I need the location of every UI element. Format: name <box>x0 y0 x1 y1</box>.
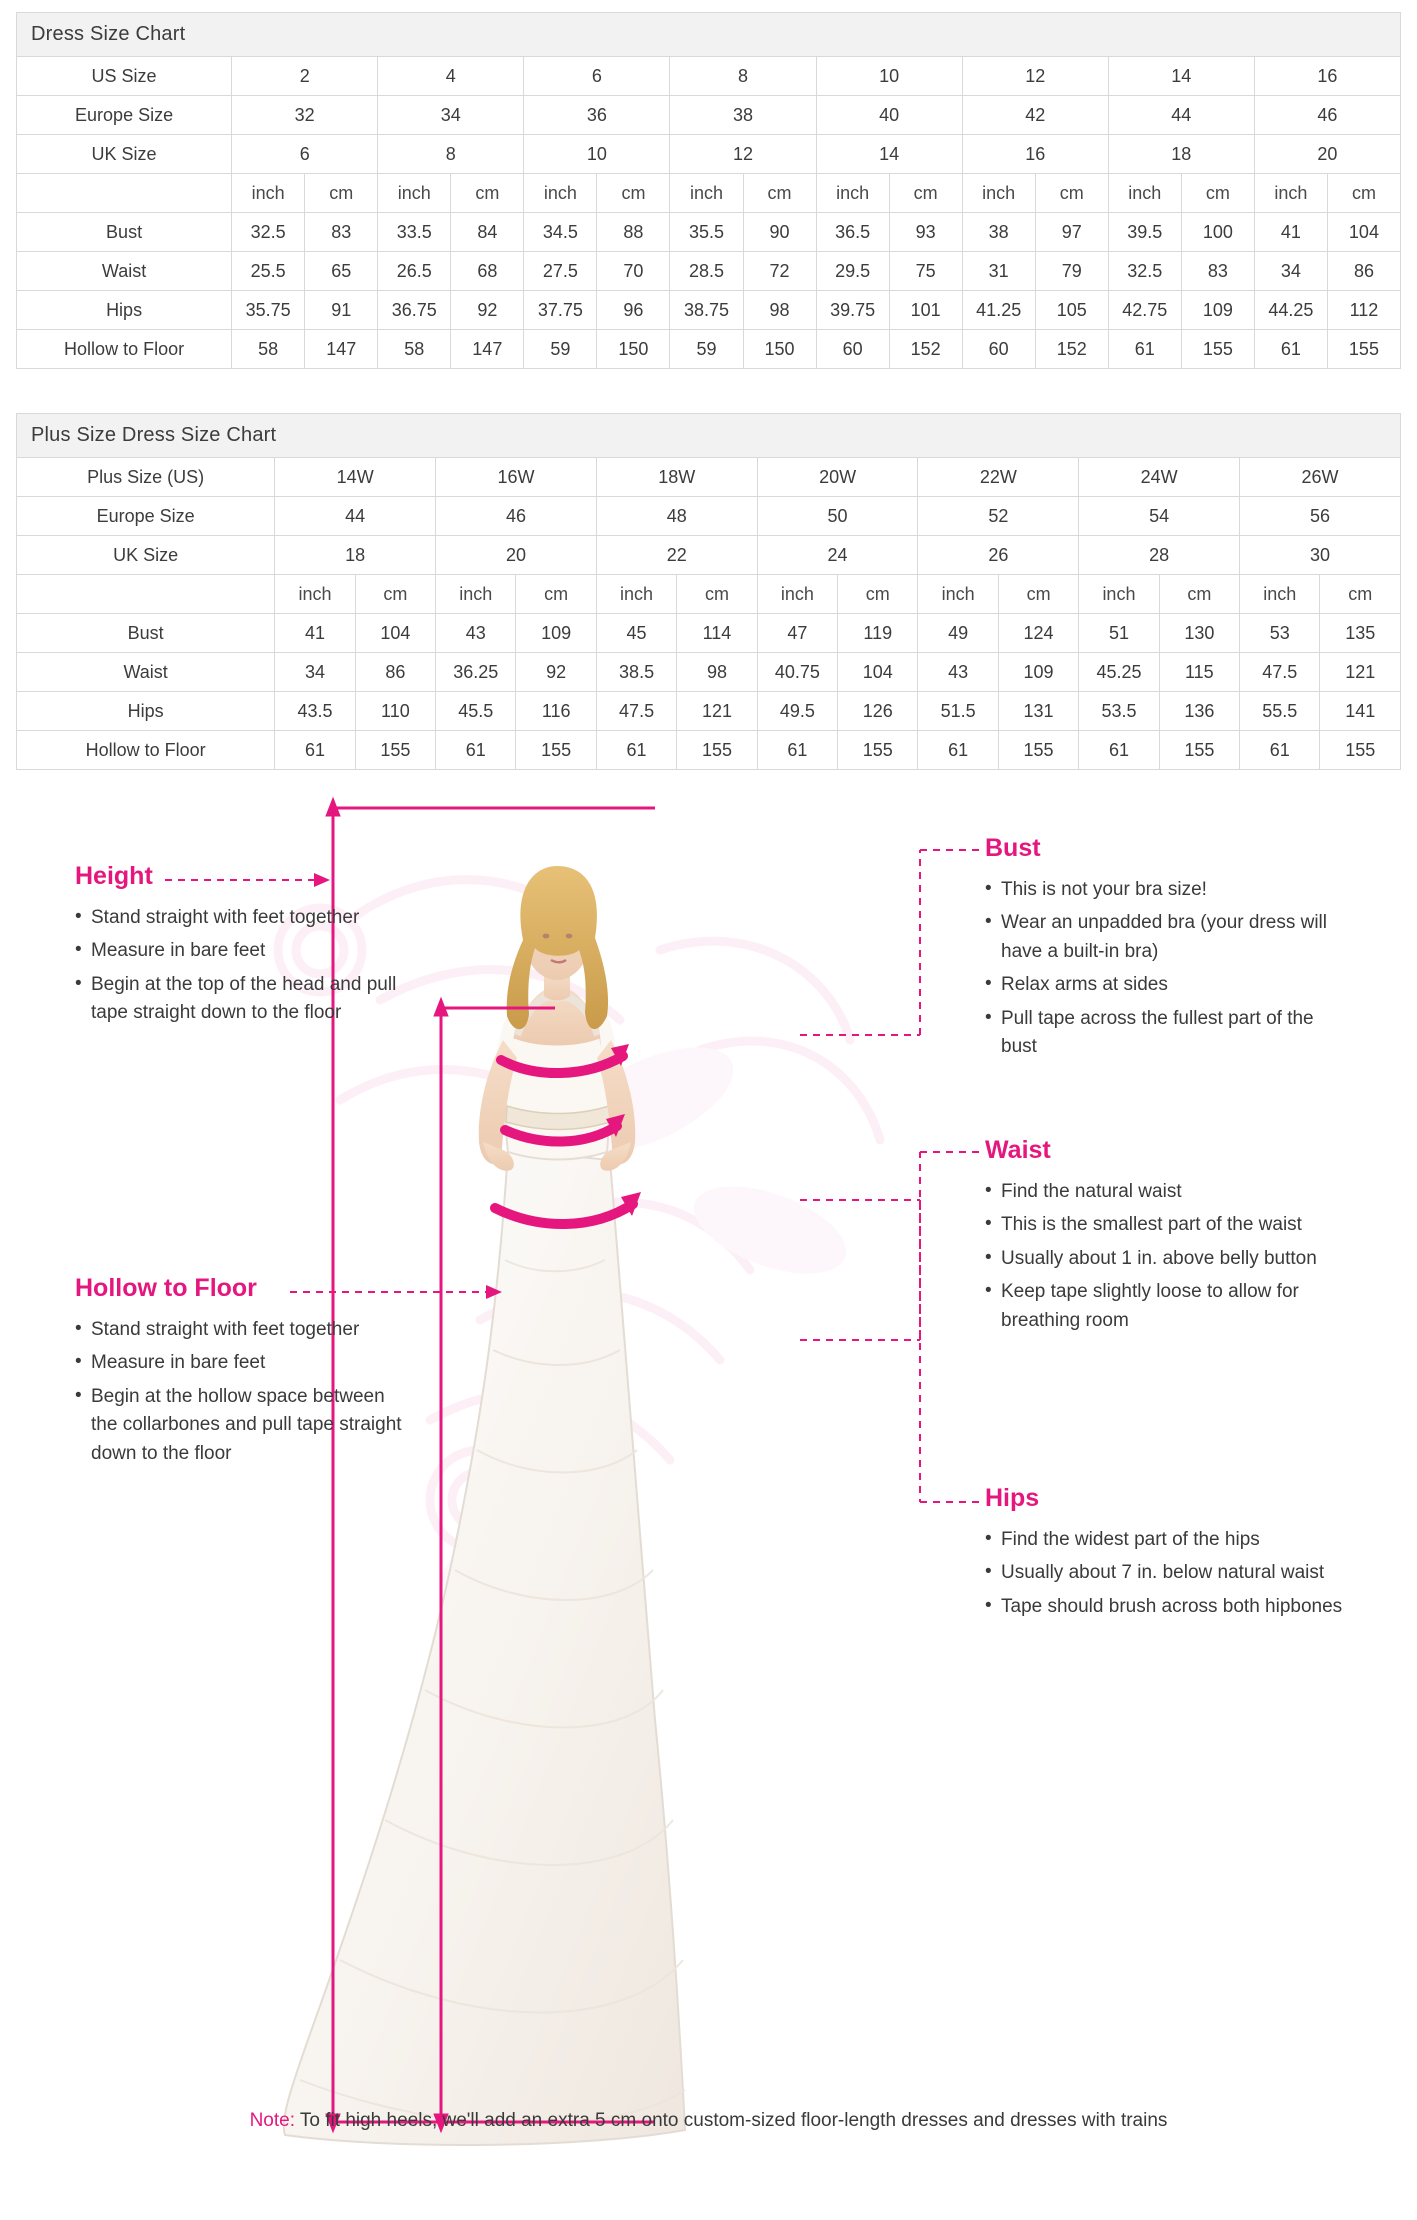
cell: 34 <box>378 96 524 135</box>
cell: 26.5 <box>378 252 451 291</box>
cell: 55.5 <box>1240 692 1320 731</box>
cell: 124 <box>998 614 1078 653</box>
cell: 86 <box>1327 252 1400 291</box>
unit-cell: cm <box>1159 575 1239 614</box>
cell: 38 <box>962 213 1035 252</box>
row-label: Hips <box>17 291 232 330</box>
cell: 36 <box>524 96 670 135</box>
cell: 70 <box>597 252 670 291</box>
cell: 31 <box>962 252 1035 291</box>
list-item: • Stand straight with feet together <box>75 904 405 933</box>
cell: 32.5 <box>1108 252 1181 291</box>
cell: 8 <box>670 57 816 96</box>
cell: 119 <box>838 614 918 653</box>
cell: 83 <box>1181 252 1254 291</box>
cell: 16 <box>1254 57 1400 96</box>
unit-cell: inch <box>378 174 451 213</box>
cell: 60 <box>816 330 889 369</box>
cell: 135 <box>1320 614 1401 653</box>
cell: 92 <box>451 291 524 330</box>
unit-cell: inch <box>757 575 837 614</box>
callout-waist-list <box>985 1178 1355 1336</box>
table-row-units <box>17 174 1401 213</box>
callout-hips-list <box>985 1526 1345 1622</box>
cell: 26W <box>1240 458 1401 497</box>
cell: 22 <box>596 536 757 575</box>
callout-height <box>75 858 405 1033</box>
unit-cell: cm <box>1181 174 1254 213</box>
plus-size-chart-body <box>17 458 1401 770</box>
cell: 42 <box>962 96 1108 135</box>
cell: 14W <box>275 458 436 497</box>
unit-cell: cm <box>1327 174 1400 213</box>
cell: 110 <box>355 692 435 731</box>
cell: 46 <box>1254 96 1400 135</box>
table-row <box>17 692 1401 731</box>
unit-cell: inch <box>524 174 597 213</box>
cell: 35.75 <box>232 291 305 330</box>
list-item: • Begin at the hollow space between the collarbones and pull tape straight down to the floor <box>75 1383 405 1469</box>
cell: 56 <box>1240 497 1401 536</box>
callout-bust <box>985 830 1345 1067</box>
cell: 32.5 <box>232 213 305 252</box>
cell: 147 <box>305 330 378 369</box>
unit-cell: cm <box>998 575 1078 614</box>
cell: 155 <box>998 731 1078 770</box>
cell: 43.5 <box>275 692 355 731</box>
cell: 49 <box>918 614 998 653</box>
cell: 47 <box>757 614 837 653</box>
cell: 100 <box>1181 213 1254 252</box>
table-row <box>17 291 1401 330</box>
cell: 12 <box>962 57 1108 96</box>
cell: 28.5 <box>670 252 743 291</box>
callout-height-title: Height <box>75 862 153 890</box>
cell: 61 <box>1108 330 1181 369</box>
unit-cell: cm <box>355 575 435 614</box>
unit-cell: inch <box>1108 174 1181 213</box>
cell: 98 <box>743 291 816 330</box>
list-item: • Find the widest part of the hips <box>985 1526 1345 1555</box>
unit-cell: cm <box>451 174 524 213</box>
list-item: • Usually about 7 in. below natural waist <box>985 1559 1345 1588</box>
note-text: To fit high heels, we'll add an extra 5 cm onto custom-sized floor-length dresses and dresses with trains <box>294 2110 1168 2131</box>
cell: 12 <box>670 135 816 174</box>
cell: 84 <box>451 213 524 252</box>
cell: 49.5 <box>757 692 837 731</box>
table-row <box>17 96 1401 135</box>
callout-waist <box>985 1132 1355 1340</box>
unit-cell: inch <box>1254 174 1327 213</box>
cell: 16 <box>962 135 1108 174</box>
cell: 26 <box>918 536 1079 575</box>
cell: 47.5 <box>596 692 676 731</box>
row-label: UK Size <box>17 536 275 575</box>
row-label: Bust <box>17 213 232 252</box>
cell: 104 <box>1327 213 1400 252</box>
row-label <box>17 575 275 614</box>
unit-cell: cm <box>1320 575 1401 614</box>
callout-bust-title: Bust <box>985 834 1041 862</box>
cell: 61 <box>596 731 676 770</box>
cell: 121 <box>1320 653 1401 692</box>
plus-size-chart-table <box>16 457 1401 770</box>
cell: 155 <box>1320 731 1401 770</box>
cell: 45.5 <box>436 692 516 731</box>
row-label: Hollow to Floor <box>17 731 275 770</box>
cell: 14 <box>1108 57 1254 96</box>
unit-cell: cm <box>305 174 378 213</box>
table-row <box>17 57 1401 96</box>
row-label: US Size <box>17 57 232 96</box>
unit-cell: inch <box>275 575 355 614</box>
cell: 53.5 <box>1079 692 1159 731</box>
cell: 131 <box>998 692 1078 731</box>
cell: 53 <box>1240 614 1320 653</box>
cell: 50 <box>757 497 918 536</box>
cell: 93 <box>889 213 962 252</box>
row-label: Hollow to Floor <box>17 330 232 369</box>
cell: 38.5 <box>596 653 676 692</box>
table-row <box>17 614 1401 653</box>
cell: 109 <box>1181 291 1254 330</box>
cell: 52 <box>918 497 1079 536</box>
cell: 29.5 <box>816 252 889 291</box>
cell: 6 <box>232 135 378 174</box>
row-label: Waist <box>17 252 232 291</box>
cell: 34 <box>275 653 355 692</box>
cell: 32 <box>232 96 378 135</box>
unit-cell: inch <box>962 174 1035 213</box>
row-label <box>17 174 232 213</box>
unit-cell: inch <box>816 174 889 213</box>
cell: 36.75 <box>378 291 451 330</box>
table-row <box>17 731 1401 770</box>
unit-cell: inch <box>1079 575 1159 614</box>
table-row <box>17 653 1401 692</box>
cell: 30 <box>1240 536 1401 575</box>
cell: 88 <box>597 213 670 252</box>
table-row-units <box>17 575 1401 614</box>
unit-cell: cm <box>743 174 816 213</box>
row-label: Hips <box>17 692 275 731</box>
callout-waist-title: Waist <box>985 1136 1051 1164</box>
dress-size-chart-title: Dress Size Chart <box>16 12 1401 56</box>
cell: 121 <box>677 692 757 731</box>
table-row <box>17 135 1401 174</box>
cell: 38 <box>670 96 816 135</box>
unit-cell: cm <box>677 575 757 614</box>
cell: 25.5 <box>232 252 305 291</box>
cell: 115 <box>1159 653 1239 692</box>
callout-height-list <box>75 904 405 1028</box>
table-row <box>17 458 1401 497</box>
callout-hips-title: Hips <box>985 1484 1040 1512</box>
unit-cell: inch <box>232 174 305 213</box>
cell: 34 <box>1254 252 1327 291</box>
cell: 61 <box>757 731 837 770</box>
cell: 51.5 <box>918 692 998 731</box>
cell: 2 <box>232 57 378 96</box>
unit-cell: inch <box>1240 575 1320 614</box>
cell: 61 <box>275 731 355 770</box>
cell: 58 <box>232 330 305 369</box>
cell: 22W <box>918 458 1079 497</box>
cell: 68 <box>451 252 524 291</box>
list-item: • Usually about 1 in. above belly button <box>985 1245 1355 1274</box>
cell: 37.75 <box>524 291 597 330</box>
cell: 60 <box>962 330 1035 369</box>
cell: 65 <box>305 252 378 291</box>
cell: 39.5 <box>1108 213 1181 252</box>
unit-cell: inch <box>596 575 676 614</box>
list-item: • Find the natural waist <box>985 1178 1355 1207</box>
unit-cell: cm <box>597 174 670 213</box>
table-row <box>17 252 1401 291</box>
cell: 18 <box>1108 135 1254 174</box>
cell: 83 <box>305 213 378 252</box>
cell: 36.5 <box>816 213 889 252</box>
cell: 43 <box>436 614 516 653</box>
cell: 14 <box>816 135 962 174</box>
table-row <box>17 497 1401 536</box>
list-item: • This is not your bra size! <box>985 876 1345 905</box>
table-row <box>17 330 1401 369</box>
cell: 61 <box>1079 731 1159 770</box>
cell: 48 <box>596 497 757 536</box>
cell: 130 <box>1159 614 1239 653</box>
list-item: • Keep tape slightly loose to allow for breathing room <box>985 1278 1355 1335</box>
cell: 150 <box>597 330 670 369</box>
row-label: UK Size <box>17 135 232 174</box>
unit-cell: cm <box>838 575 918 614</box>
footer-note <box>0 2110 1417 2132</box>
cell: 86 <box>355 653 435 692</box>
cell: 35.5 <box>670 213 743 252</box>
cell: 92 <box>516 653 596 692</box>
cell: 41.25 <box>962 291 1035 330</box>
cell: 44.25 <box>1254 291 1327 330</box>
cell: 97 <box>1035 213 1108 252</box>
unit-cell: inch <box>436 575 516 614</box>
cell: 40.75 <box>757 653 837 692</box>
cell: 155 <box>355 731 435 770</box>
cell: 42.75 <box>1108 291 1181 330</box>
list-item: • Tape should brush across both hipbones <box>985 1593 1345 1622</box>
unit-cell: cm <box>1035 174 1108 213</box>
unit-cell: inch <box>918 575 998 614</box>
callout-hips <box>985 1480 1345 1626</box>
list-item: • This is the smallest part of the waist <box>985 1211 1355 1240</box>
cell: 61 <box>918 731 998 770</box>
cell: 136 <box>1159 692 1239 731</box>
cell: 104 <box>355 614 435 653</box>
cell: 44 <box>1108 96 1254 135</box>
cell: 59 <box>524 330 597 369</box>
cell: 147 <box>451 330 524 369</box>
cell: 40 <box>816 96 962 135</box>
list-item: • Pull tape across the fullest part of the bust <box>985 1005 1345 1062</box>
cell: 98 <box>677 653 757 692</box>
callout-hollow-to-floor <box>75 1270 405 1473</box>
row-label: Europe Size <box>17 497 275 536</box>
table-row <box>17 536 1401 575</box>
cell: 10 <box>524 135 670 174</box>
row-label: Waist <box>17 653 275 692</box>
cell: 20 <box>436 536 597 575</box>
cell: 51 <box>1079 614 1159 653</box>
cell: 152 <box>1035 330 1108 369</box>
cell: 155 <box>1181 330 1254 369</box>
cell: 44 <box>275 497 436 536</box>
plus-size-chart-title: Plus Size Dress Size Chart <box>16 413 1401 457</box>
cell: 28 <box>1079 536 1240 575</box>
cell: 45.25 <box>1079 653 1159 692</box>
cell: 16W <box>436 458 597 497</box>
cell: 58 <box>378 330 451 369</box>
plus-size-chart-block <box>16 413 1401 770</box>
cell: 43 <box>918 653 998 692</box>
cell: 61 <box>1254 330 1327 369</box>
unit-cell: cm <box>889 174 962 213</box>
cell: 45 <box>596 614 676 653</box>
cell: 109 <box>516 614 596 653</box>
dress-size-chart-table <box>16 56 1401 369</box>
cell: 155 <box>516 731 596 770</box>
cell: 6 <box>524 57 670 96</box>
cell: 109 <box>998 653 1078 692</box>
cell: 91 <box>305 291 378 330</box>
cell: 59 <box>670 330 743 369</box>
cell: 20 <box>1254 135 1400 174</box>
list-item: • Relax arms at sides <box>985 971 1345 1000</box>
cell: 155 <box>677 731 757 770</box>
row-label: Bust <box>17 614 275 653</box>
cell: 126 <box>838 692 918 731</box>
list-item: • Wear an unpadded bra (your dress will have a built-in bra) <box>985 909 1345 966</box>
cell: 61 <box>436 731 516 770</box>
dress-size-chart-body <box>17 57 1401 369</box>
cell: 46 <box>436 497 597 536</box>
cell: 104 <box>838 653 918 692</box>
cell: 34.5 <box>524 213 597 252</box>
cell: 150 <box>743 330 816 369</box>
cell: 155 <box>1159 731 1239 770</box>
row-label: Plus Size (US) <box>17 458 275 497</box>
cell: 47.5 <box>1240 653 1320 692</box>
cell: 8 <box>378 135 524 174</box>
list-item: • Begin at the top of the head and pull tape straight down to the floor <box>75 971 405 1028</box>
cell: 27.5 <box>524 252 597 291</box>
cell: 41 <box>1254 213 1327 252</box>
cell: 75 <box>889 252 962 291</box>
cell: 155 <box>1327 330 1400 369</box>
unit-cell: inch <box>670 174 743 213</box>
callout-hollow-title: Hollow to Floor <box>75 1274 257 1302</box>
cell: 54 <box>1079 497 1240 536</box>
cell: 105 <box>1035 291 1108 330</box>
table-row <box>17 213 1401 252</box>
cell: 96 <box>597 291 670 330</box>
cell: 18 <box>275 536 436 575</box>
cell: 20W <box>757 458 918 497</box>
cell: 112 <box>1327 291 1400 330</box>
callout-bust-list <box>985 876 1345 1062</box>
cell: 61 <box>1240 731 1320 770</box>
cell: 152 <box>889 330 962 369</box>
dress-size-chart-block <box>16 12 1401 369</box>
row-label: Europe Size <box>17 96 232 135</box>
cell: 101 <box>889 291 962 330</box>
cell: 38.75 <box>670 291 743 330</box>
callout-hollow-list <box>75 1316 405 1469</box>
cell: 18W <box>596 458 757 497</box>
note-label: Note: <box>249 2110 295 2131</box>
measurement-diagram <box>0 780 1417 2220</box>
unit-cell: cm <box>516 575 596 614</box>
cell: 79 <box>1035 252 1108 291</box>
cell: 24 <box>757 536 918 575</box>
list-item: • Stand straight with feet together <box>75 1316 405 1345</box>
cell: 155 <box>838 731 918 770</box>
cell: 10 <box>816 57 962 96</box>
cell: 114 <box>677 614 757 653</box>
cell: 90 <box>743 213 816 252</box>
list-item: • Measure in bare feet <box>75 937 405 966</box>
cell: 116 <box>516 692 596 731</box>
cell: 39.75 <box>816 291 889 330</box>
list-item: • Measure in bare feet <box>75 1349 405 1378</box>
cell: 141 <box>1320 692 1401 731</box>
cell: 24W <box>1079 458 1240 497</box>
cell: 72 <box>743 252 816 291</box>
cell: 33.5 <box>378 213 451 252</box>
cell: 41 <box>275 614 355 653</box>
cell: 4 <box>378 57 524 96</box>
cell: 36.25 <box>436 653 516 692</box>
